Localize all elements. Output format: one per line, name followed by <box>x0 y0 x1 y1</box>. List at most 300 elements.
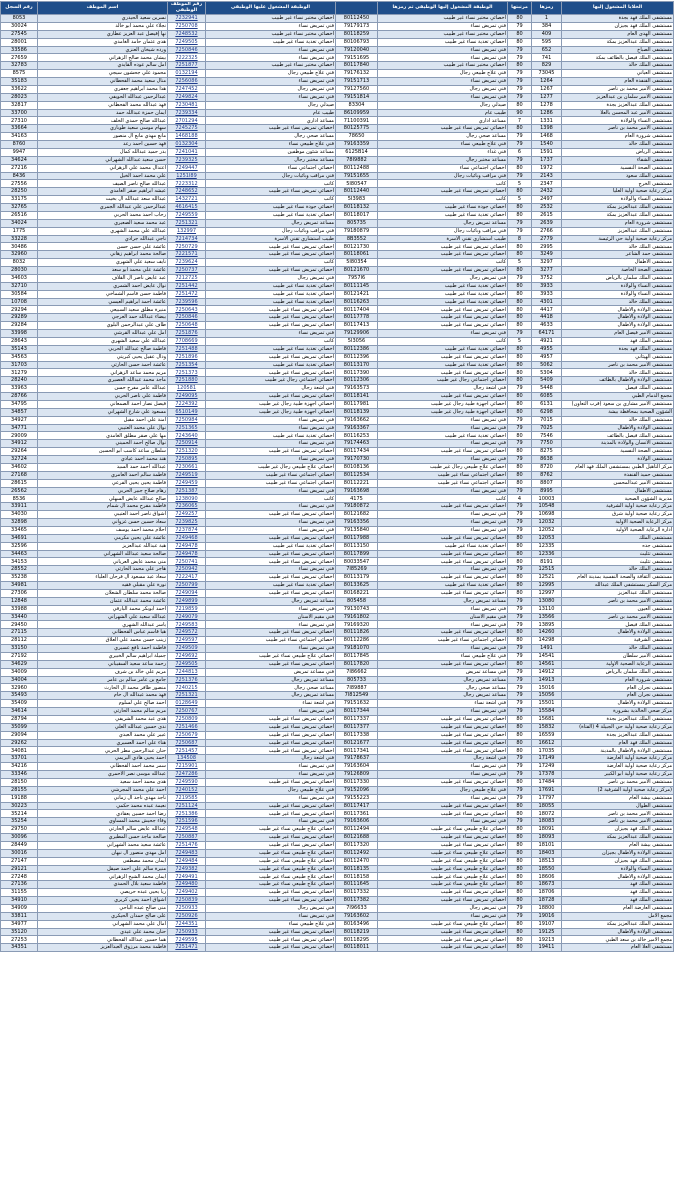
cell-rank: 79 <box>508 621 532 629</box>
cell-current-job: اخصائي تغذية نساء غير طبيب <box>206 345 336 353</box>
cell-employee-code[interactable]: 7219859 <box>168 605 206 613</box>
cell-employee-code[interactable]: 7239334 <box>168 109 206 117</box>
cell-target-unit: مستشفى الرعاية الصحية الاولية <box>562 660 674 668</box>
cell-employee-code[interactable]: 7221571 <box>168 251 206 259</box>
cell-record-number: 34153 <box>1 558 38 566</box>
cell-employee-name: رهام صلاح جبير الحربي <box>38 487 168 495</box>
cell-target-job: فني تمريض نساء <box>378 330 508 338</box>
cell-target-unit: مستشفى الملك عبدالعزيز بجدة <box>562 101 674 109</box>
cell-rank: 80 <box>508 582 532 590</box>
cell-employee-code[interactable]: 7251876 <box>168 330 206 338</box>
cell-unit-code: 12336 <box>532 550 562 558</box>
cell-current-job: فني تمريض نساء <box>206 645 336 653</box>
cell-employee-code[interactable]: 7236065 <box>168 503 206 511</box>
cell-target-unit: مديرية الشؤون الصحية <box>562 495 674 503</box>
cell-target-job: اخصائي اجهزة طبية رجال غير طبيب <box>378 400 508 408</box>
cell-target-job: طبيب استشاري تقني الاسرة <box>378 235 508 243</box>
cell-employee-code[interactable]: 7251596 <box>168 818 206 826</box>
cell-employee-code[interactable]: 7251124 <box>168 802 206 810</box>
cell-employee-code[interactable]: 7250687 <box>168 739 206 747</box>
cell-employee-code[interactable]: 7251896 <box>168 353 206 361</box>
cell-unit-code: 7025 <box>532 424 562 432</box>
cell-target-job: اخصائي تمريض نساء غير طبيب <box>378 841 508 849</box>
cell-rank: 90 <box>508 109 532 117</box>
cell-employee-code[interactable]: 7249597 <box>168 637 206 645</box>
table-row <box>1 857 674 865</box>
cell-employee-code[interactable]: 7214734 <box>168 235 206 243</box>
cell-record-number: 33664 <box>1 125 38 133</box>
cell-current-job: فني تمريض نساء <box>206 22 336 30</box>
table-row <box>1 85 674 93</box>
table-row <box>1 755 674 763</box>
cell-employee-code[interactable]: 7239325 <box>168 156 206 164</box>
cell-target-job: فني تمريض نساء <box>378 912 508 920</box>
cell-record-number: 33701 <box>1 755 38 763</box>
cell-employee-code[interactable]: 7222325 <box>168 54 206 62</box>
cell-employee-code[interactable]: 7219585 <box>168 794 206 802</box>
cell-employee-code[interactable]: 7239624 <box>168 259 206 267</box>
cell-employee-code[interactable]: 7250933 <box>168 904 206 912</box>
cell-target-job-code: 80112286 <box>336 637 378 645</box>
cell-employee-code[interactable]: 7240215 <box>168 684 206 692</box>
cell-rank: 79 <box>508 652 532 660</box>
cell-employee-code[interactable]: 7250809 <box>168 715 206 723</box>
cell-employee-code[interactable]: 7250846 <box>168 314 206 322</box>
cell-employee-code[interactable]: 7250767 <box>168 708 206 716</box>
cell-employee-code[interactable]: 7223312 <box>168 180 206 188</box>
cell-employee-code[interactable]: 7249478 <box>168 550 206 558</box>
cell-employee-code[interactable]: 6510149 <box>168 408 206 416</box>
cell-employee-code[interactable]: 1238090 <box>168 495 206 503</box>
cell-target-job-code: 80117845 <box>336 652 378 660</box>
cell-employee-code[interactable]: 7251466 <box>168 723 206 731</box>
cell-target-job: اخصائي تغذية نساء غير طبيب <box>378 345 508 353</box>
cell-target-job: فني تمريض نساء <box>378 818 508 826</box>
cell-unit-code: 2497 <box>532 196 562 204</box>
cell-target-unit: مركز رعاية صحية اولية حي الجبيلة 4 (الفتاة) <box>562 723 674 731</box>
cell-employee-code[interactable]: 120581 <box>168 385 206 393</box>
cell-rank: 79 <box>508 771 532 779</box>
cell-employee-code[interactable]: 7251471 <box>168 944 206 952</box>
cell-employee-name: سمر محمد احمد القحطاني <box>38 763 168 771</box>
cell-target-job-code: 80113170 <box>336 361 378 369</box>
cell-record-number: 33175 <box>1 196 38 204</box>
cell-employee-code[interactable]: 7237874 <box>168 526 206 534</box>
cell-employee-code[interactable]: 7249595 <box>168 936 206 944</box>
cell-target-job-code: 5I80547 <box>336 180 378 188</box>
cell-employee-code[interactable]: 7249402 <box>168 889 206 897</box>
cell-employee-code[interactable]: 7250679 <box>168 731 206 739</box>
cell-target-job-code: 79129906 <box>336 330 378 338</box>
cell-employee-code[interactable]: 7250984 <box>168 416 206 424</box>
cell-employee-code[interactable]: 7222417 <box>168 574 206 582</box>
cell-record-number: 1775 <box>1 227 38 235</box>
cell-record-number: 32817 <box>1 101 38 109</box>
cell-employee-code[interactable]: 7251880 <box>168 377 206 385</box>
cell-current-job: صيدلي رجال <box>206 101 336 109</box>
cell-employee-code[interactable]: 7251354 <box>168 361 206 369</box>
cell-target-unit: مستشفى الولادة والاطفال <box>562 928 674 936</box>
cell-current-job: اخصائي تغذية نساء غير طبيب <box>206 432 336 440</box>
cell-rank: 79 <box>508 503 532 511</box>
cell-employee-code[interactable]: 7250741 <box>168 558 206 566</box>
cell-employee-code[interactable]: 7250799 <box>168 582 206 590</box>
cell-current-job: كاتب <box>206 180 336 188</box>
cell-employee-code[interactable]: 7251321 <box>168 219 206 227</box>
cell-employee-code[interactable]: 7239825 <box>168 519 206 527</box>
cell-record-number: 30096 <box>1 834 38 842</box>
cell-employee-code[interactable]: 7250933 <box>168 928 206 936</box>
cell-employee-code[interactable]: 7251877 <box>168 62 206 70</box>
cell-employee-code[interactable]: 7250643 <box>168 306 206 314</box>
cell-employee-code[interactable]: 7215901 <box>168 763 206 771</box>
cell-target-job-code: 79135840 <box>336 526 378 534</box>
cell-rank: 80 <box>508 448 532 456</box>
cell-rank: 80 <box>508 881 532 889</box>
table-row <box>1 637 674 645</box>
cell-unit-code: 1591 <box>532 148 562 156</box>
cell-target-job: اخصائي علاج طبيعي نساء غير طبيب <box>378 849 508 857</box>
cell-employee-code[interactable]: 7250914 <box>168 440 206 448</box>
cell-rank: 79 <box>508 692 532 700</box>
cell-target-job-code: 80118141 <box>336 393 378 401</box>
cell-employee-code[interactable]: 7249382 <box>168 865 206 873</box>
cell-current-job: اخصائي تمريض نساء غير طبيب <box>206 251 336 259</box>
cell-target-job-code: 80121670 <box>336 267 378 275</box>
cell-employee-name: عبدالله موسى نصر الاحمري <box>38 771 168 779</box>
cell-record-number: 33150 <box>1 645 38 653</box>
cell-employee-name: فهد محمد عبدالله آل حام <box>38 692 168 700</box>
cell-employee-code[interactable]: 7249692 <box>168 652 206 660</box>
cell-employee-code[interactable]: 0128649 <box>168 700 206 708</box>
cell-employee-code[interactable]: 7251373 <box>168 369 206 377</box>
cell-employee-code[interactable]: 7249079 <box>168 613 206 621</box>
cell-target-job-code: 80117899 <box>336 550 378 558</box>
cell-target-job: مساعد تمريض رجال <box>378 676 508 684</box>
cell-rank: 79 <box>508 794 532 802</box>
cell-employee-code[interactable]: 0132194 <box>168 70 206 78</box>
cell-employee-code[interactable]: 7247452 <box>168 85 206 93</box>
cell-employee-code[interactable]: 7249484 <box>168 857 206 865</box>
table-row <box>1 204 674 212</box>
cell-rank: 79 <box>508 54 532 62</box>
cell-target-job-code: 79174463 <box>336 440 378 448</box>
cell-target-job-code: 7I89887 <box>336 684 378 692</box>
cell-employee-code[interactable]: 7249583 <box>168 621 206 629</box>
cell-employee-code[interactable]: 7250846 <box>168 46 206 54</box>
cell-target-job: اخصائي تغذية نساء غير طبيب <box>378 282 508 290</box>
cell-current-job: فني تمريض نساء <box>206 440 336 448</box>
cell-target-job-code: 79163606 <box>336 818 378 826</box>
cell-record-number: 34912 <box>1 440 38 448</box>
cell-employee-code[interactable]: 7250648 <box>168 322 206 330</box>
cell-employee-code[interactable]: 7249505 <box>168 38 206 46</box>
cell-rank: 80 <box>508 802 532 810</box>
cell-employee-code[interactable]: 7248652 <box>168 188 206 196</box>
cell-employee-code[interactable]: 7248532 <box>168 30 206 38</box>
cell-employee-code[interactable]: 7251488 <box>168 345 206 353</box>
table-row <box>1 920 674 928</box>
table-row <box>1 93 674 101</box>
cell-employee-name: فاطمة يحيى يحيى الفرعي <box>38 479 168 487</box>
table-row <box>1 377 674 385</box>
cell-target-unit: مركز الرعاية الصحية الاولية <box>562 519 674 527</box>
cell-employee-code[interactable]: 1468188 <box>168 133 206 141</box>
cell-employee-code[interactable]: 7249590 <box>168 778 206 786</box>
cell-employee-code[interactable]: 7239596 <box>168 298 206 306</box>
table-row <box>1 526 674 534</box>
cell-record-number: 27216 <box>1 164 38 172</box>
cell-target-job: كاتب <box>378 259 508 267</box>
cell-current-job: اخصائي اجتماعي نساء غير طبيب <box>206 471 336 479</box>
cell-employee-code[interactable]: 7250708 <box>168 22 206 30</box>
cell-rank: 79 <box>508 456 532 464</box>
cell-employee-code[interactable]: 7250839 <box>168 897 206 905</box>
cell-target-job: اخصائي تمريض نساء غير طبيب <box>378 897 508 905</box>
cell-unit-code: 409 <box>532 30 562 38</box>
cell-employee-code[interactable]: 7250942 <box>168 566 206 574</box>
cell-employee-code[interactable]: 7250729 <box>168 243 206 251</box>
cell-employee-code[interactable]: 0132304 <box>168 141 206 149</box>
cell-current-job: اخصائي تمريض نساء غير طبيب <box>206 125 336 133</box>
cell-employee-name: نجلاء علي محمد ابو خالد <box>38 22 168 30</box>
cell-employee-code[interactable]: 7251386 <box>168 810 206 818</box>
cell-rank: 79 <box>508 424 532 432</box>
cell-employee-code[interactable]: 7249094 <box>168 589 206 597</box>
cell-employee-code[interactable]: 7249447 <box>168 164 206 172</box>
cell-employee-code[interactable]: 7249509 <box>168 645 206 653</box>
cell-employee-name: فاطمة علي ناصر الحربي <box>38 393 168 401</box>
cell-target-job: اخصائي تمريض نساء غير طبيب <box>378 393 508 401</box>
table-row <box>1 881 674 889</box>
cell-employee-code[interactable]: 7249257 <box>168 511 206 519</box>
cell-employee-name: مريم محمد ساعد الزهراني <box>38 369 168 377</box>
cell-target-unit: مستشفى الامير سلمان بن عبدالعزيز <box>562 93 674 101</box>
cell-employee-code[interactable]: 7708669 <box>168 337 206 345</box>
cell-target-unit: مركز السكر بمستشفى الملك عبدالله <box>562 582 674 590</box>
cell-employee-code[interactable]: 7249095 <box>168 393 206 401</box>
cell-employee-code[interactable]: 7251457 <box>168 747 206 755</box>
cell-current-job: اخصائي تمريض نساء غير طبيب <box>206 243 336 251</box>
cell-employee-code[interactable]: 7249483 <box>168 849 206 857</box>
cell-employee-code[interactable]: 7250895 <box>168 456 206 464</box>
cell-unit-code: 10698 <box>532 511 562 519</box>
cell-record-number: 33346 <box>1 771 38 779</box>
cell-target-unit: مستشفى الهدى العام <box>562 30 674 38</box>
cell-current-job: فني تمريض نساء <box>206 46 336 54</box>
cell-target-unit: مستشفى الخرج <box>562 180 674 188</box>
cell-target-job-code: 78I9882 <box>336 156 378 164</box>
cell-unit-code: 5304 <box>532 369 562 377</box>
cell-target-job: فني تمريض نساء <box>378 708 508 716</box>
cell-target-job-code: 79176132 <box>336 70 378 78</box>
cell-unit-code: 19125 <box>532 928 562 936</box>
cell-target-job-code: 79163602 <box>336 912 378 920</box>
cell-employee-code[interactable]: 7249559 <box>168 211 206 219</box>
cell-current-job: اخصائي تغذية نساء غير طبيب <box>206 282 336 290</box>
table-row <box>1 692 674 700</box>
cell-employee-code[interactable]: 7249491 <box>168 873 206 881</box>
cell-rank: 80 <box>508 188 532 196</box>
cell-target-unit: (مركز رعاية صحية اولية الشرفية 2) <box>562 786 674 794</box>
cell-record-number: 34981 <box>1 582 38 590</box>
cell-employee-code[interactable]: 7249480 <box>168 881 206 889</box>
cell-employee-code[interactable]: 7224392 <box>168 400 206 408</box>
table-row <box>1 400 674 408</box>
cell-employee-code[interactable]: 7249824 <box>168 93 206 101</box>
cell-target-job-code: 80112440 <box>336 188 378 196</box>
cell-target-unit: مستشفى الولادة والاطفال <box>562 873 674 881</box>
cell-employee-code[interactable]: 7230481 <box>168 101 206 109</box>
cell-unit-code: 829 <box>532 62 562 70</box>
cell-employee-name: ايمان محمد مصطفى <box>38 857 168 865</box>
cell-employee-code[interactable]: 7249519 <box>168 471 206 479</box>
cell-current-job: فني مساعد تمريض <box>206 668 336 676</box>
cell-target-job: فني غذاء <box>378 148 508 156</box>
cell-unit-code: 1468 <box>532 133 562 141</box>
cell-target-job-code: 79178637 <box>336 755 378 763</box>
cell-current-job: اخصائي اجهزة طبية رجال غير طبيب <box>206 400 336 408</box>
cell-employee-code[interactable]: 7251476 <box>168 841 206 849</box>
cell-target-job: اخصائي تغذية نساء غير طبيب <box>378 290 508 298</box>
cell-rank: 80 <box>508 479 532 487</box>
table-row <box>1 897 674 905</box>
cell-unit-code: 4633 <box>532 322 562 330</box>
cell-employee-name: هذا محمد ابراهيم جعفري <box>38 85 168 93</box>
cell-target-job: اخصائي تمريض نساء غير طبيب <box>378 731 508 739</box>
table-row <box>1 849 674 857</box>
table-header <box>1 2 674 15</box>
cell-employee-name: عبدالرحمن علي عبدالله الجمري <box>38 204 168 212</box>
cell-employee-code[interactable]: 7251320 <box>168 448 206 456</box>
cell-target-job: مساعد اداري <box>378 117 508 125</box>
cell-target-job: اخصائي تمريض نساء غير طبيب <box>378 267 508 275</box>
cell-employee-name: مانع مهدي مانع ال منصور <box>38 133 168 141</box>
cell-employee-code[interactable]: 7251472 <box>168 290 206 298</box>
cell-unit-code: 3933 <box>532 282 562 290</box>
cell-employee-name: احمد ابوبكر محمد البارقي <box>38 605 168 613</box>
cell-employee-name: ايمان محمد الشيخ الزهراني <box>38 873 168 881</box>
cell-employee-code[interactable]: 7251321 <box>168 692 206 700</box>
cell-current-job: فني مقيم الاسنان <box>206 613 336 621</box>
cell-employee-name: صالحة ماجد حسن المطيري <box>38 834 168 842</box>
cell-employee-code[interactable]: 1251I89 <box>168 172 206 180</box>
cell-employee-code[interactable]: 7249899 <box>168 597 206 605</box>
cell-rank: 80 <box>508 408 532 416</box>
cell-employee-name: فاطمة سالم احمد العامري <box>38 471 168 479</box>
cell-unit-code: 4921 <box>532 337 562 345</box>
cell-target-job: اخصائي تمريض نساء غير طبيب <box>378 660 508 668</box>
cell-employee-code[interactable]: 7232941 <box>168 15 206 23</box>
table-row <box>1 739 674 747</box>
cell-employee-code[interactable]: 7251387 <box>168 487 206 495</box>
cell-target-unit: مستشفى شرورة العام <box>562 133 674 141</box>
cell-unit-code: 4955 <box>532 345 562 353</box>
cell-employee-code[interactable]: 132997 <box>168 227 206 235</box>
cell-record-number: 35099 <box>1 723 38 731</box>
cell-employee-code[interactable]: 7245275 <box>168 125 206 133</box>
cell-rank: 79 <box>508 219 532 227</box>
cell-record-number: 35183 <box>1 78 38 86</box>
cell-target-job: فني تمريض نساء <box>378 605 508 613</box>
cell-employee-code[interactable]: 7212725 <box>168 274 206 282</box>
cell-employee-code[interactable]: 2701294 <box>168 117 206 125</box>
cell-record-number: 35409 <box>1 700 38 708</box>
cell-employee-code[interactable]: 7230661 <box>168 463 206 471</box>
cell-record-number: 29094 <box>1 731 38 739</box>
table-row <box>1 944 674 952</box>
cell-employee-code[interactable]: 7256086 <box>168 78 206 86</box>
cell-employee-code[interactable]: 7249548 <box>168 826 206 834</box>
cell-employee-code[interactable]: 1432721 <box>168 196 206 204</box>
cell-current-job: مساعد تمريض رجال <box>206 676 336 684</box>
cell-target-job-code: 80117332 <box>336 889 378 897</box>
cell-target-job: اخصائي تمريض نساء غير طبيب <box>378 322 508 330</box>
cell-target-job: اخصائي تمريض نساء غير طبيب <box>378 723 508 731</box>
cell-record-number: 35120 <box>1 928 38 936</box>
cell-employee-name: عبدالله صالح ناصر الصيف <box>38 180 168 188</box>
table-row <box>1 668 674 676</box>
cell-employee-code[interactable]: 7249459 <box>168 479 206 487</box>
cell-employee-code[interactable]: 7250737 <box>168 267 206 275</box>
header-current-job: الوظيفة المشغول عليها الوظيفي <box>206 2 336 15</box>
cell-target-unit: مستشفى الملك عبدالعزيز بمكة <box>562 834 674 842</box>
cell-employee-code[interactable]: 7251442 <box>168 282 206 290</box>
cell-current-job: مساعد اداري <box>206 117 336 125</box>
cell-employee-code[interactable]: 7244813 <box>168 668 206 676</box>
cell-employee-code[interactable]: 7249478 <box>168 542 206 550</box>
cell-employee-code[interactable]: 7243640 <box>168 432 206 440</box>
cell-unit-code: 4417 <box>532 306 562 314</box>
cell-employee-code[interactable]: 134508 <box>168 755 206 763</box>
cell-employee-code[interactable]: 7249468 <box>168 534 206 542</box>
cell-record-number: 30223 <box>1 802 38 810</box>
cell-employee-code[interactable]: 7249505 <box>168 660 206 668</box>
cell-target-job: مساعد صحي رجال <box>378 684 508 692</box>
cell-employee-code[interactable]: 7247286 <box>168 771 206 779</box>
cell-unit-code: 2639 <box>532 219 562 227</box>
table-row <box>1 322 674 330</box>
cell-employee-code[interactable]: 7250887 <box>168 834 206 842</box>
cell-employee-code[interactable]: 7249572 <box>168 629 206 637</box>
cell-record-number: 32898 <box>1 519 38 527</box>
cell-employee-code[interactable]: 7251376 <box>168 676 206 684</box>
cell-employee-code[interactable]: 7244351 <box>168 920 206 928</box>
cell-unit-code: 1 <box>532 15 562 23</box>
table-row <box>1 471 674 479</box>
cell-target-job-code: 80111645 <box>336 881 378 889</box>
cell-target-job: كاتب <box>378 196 508 204</box>
cell-record-number: 34927 <box>1 416 38 424</box>
cell-employee-code[interactable]: 7240152 <box>168 786 206 794</box>
cell-employee-code[interactable]: 4616415 <box>168 204 206 212</box>
table-row <box>1 818 674 826</box>
cell-target-job: اخصائي تمريض نساء غير طبيب <box>378 448 508 456</box>
cell-employee-code[interactable]: 7241041 <box>168 148 206 156</box>
cell-target-job: اخصائي تمريض نساء غير طبيب <box>378 306 508 314</box>
cell-unit-code: 1278 <box>532 101 562 109</box>
cell-unit-code: 6298 <box>532 408 562 416</box>
cell-rank: 79 <box>508 566 532 574</box>
cell-employee-code[interactable]: 7250926 <box>168 912 206 920</box>
cell-employee-code[interactable]: 7251365 <box>168 424 206 432</box>
cell-unit-code: 1267 <box>532 85 562 93</box>
cell-target-unit: مركز رعاية صحية اولية حي الرئيسة <box>562 235 674 243</box>
cell-target-unit: مستشفى الملك عبدالعزيز بمكة <box>562 211 674 219</box>
cell-target-unit: مستشفى بيشة العام <box>562 794 674 802</box>
cell-current-job: فني اشعة رجال <box>206 755 336 763</box>
cell-target-unit: مستشفى الامير سلطان <box>562 652 674 660</box>
